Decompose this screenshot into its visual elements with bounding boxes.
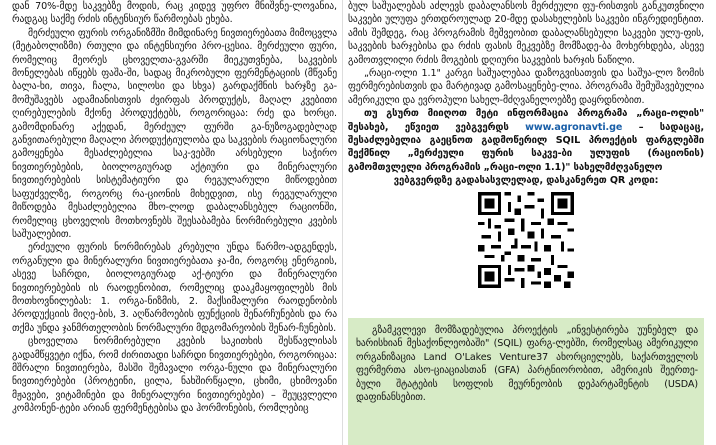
right-paragraph-2: „რაცი-ოლი 1.1" კარგი საშუალებაა დაზოგვისათვის და საშუა-ლო ზომის ფერმერებისთვის და მარტივად გამოსაყენებე-ლია. პროგრამა შემუშავებულია ამერიკული და ევროპული სახელ-მძღვანელოებზე დაყრდნობით.: [348, 68, 704, 106]
sponsor-note-text: გზამკვლევი მომზადებულია პროექტის „ინვესტირება უუნებელ და ხარისხიან მესაქონლეობაში" (SQIL) ფარგ-ლებში, რომელსაც ამერიკული ორგანიზაცია Land O'Lakes Venture37 ახორციელებს, საქართველოს ფერმერთა ასო-ციაციასთან (GFA) პარტნიორობით, ამერიკის შეერთე-ბული შტატების სოფლის მეურნეობის დეპარტამენტის (USDA) დაფინანსებით.: [356, 325, 698, 404]
info-lead-text: თუ გსურთ მიიღოთ მეტი ინფორმაცია პროგრამა „რაცი-ოლის" შესახებ, ეწვიეთ ვებგვერდს: [348, 108, 704, 133]
right-paragraph-3: [348, 107, 704, 174]
left-paragraph-4: ცხოველთა ნორმირებული კვების საკითხის შესწავლისას გადამწყვეტი იქნა, რომ ძირითადი საჩრდი ნივთიერებები, როგორიცაა: მშრალი ნივთიერება, მასში შემავალი ორგა-ნული და მინერალური ნივთიერებები (პროტეინი, ცილა, ნახშირწყალი, ცხიმი, ცხიმოვანი მჟავები, ვიტამინები და მინერალური ნივთიერებები) – შეუცვლელი კომპონენ-ტები არიან ფერმენტებისა და ჰორმონების, რომლებიც: [12, 336, 337, 415]
left-paragraph-3: ერძეული ფურის ნორმირებას კრებული უნდა წარმო-ადგენდეს, ორგანული და მინერალური ნივთიერებათა ჯა-მი, როგორც ენერგიის, ასევე საჩრდი, ბიოლოგიურად აქ-ტიური და მინერალური ნივთიერებების ის რაოდენობით, რომელიც დააკმაყოფილებს მის მოთხოვნილებას: 1. ორგა-ნიზმის, 2. მაქსიმალური რაოდენობის პროდუქციის მიღე-ბის, 3. აღწარმოების ფუნქციის შენარჩუნების და რა თქმა უნდა ჯანმრთელობის ნორმალური მდგომარეობის შენარ-ჩუნების.: [12, 242, 337, 334]
right-paragraph-1: ბულ საშუალებას აძლევს დაბალანსოს მერძეული ფუ-რისთვის განკუთვნილი საკვები ულუფა ერთდროულად 20-მდე დასახელების საკვები ინგრედიენტით. ამის შემდეგ, რაც პროგრამის მეშვეობით დაბალანსებული საკვები ულუ-ფის, საკვების ხარჯებისა და რძის ფასის მეკვებზე მომზადე-ბა მოხერხდება, ასევე გამოთვლილი რძის მოგების დღიური საკვების ხარჯის ნაწილი.: [348, 1, 704, 66]
sponsor-note-text-wrap: [348, 324, 704, 404]
left-paragraph-1: დან 70%-მდე საკვებზე მოდის, რაც კიდევ უფრო მნიშვნე-ლოვანია, რადგაც საქმე რძის ინტენსიურ წარმოებას ეხება.: [12, 1, 337, 26]
qr-instruction: ვებგვერდზე გადასასვლელად, დასკანერეთ QR კოდი:: [393, 175, 659, 187]
website-link[interactable]: www.agronavti.ge: [525, 121, 623, 133]
left-paragraph-2: მერძეული ფურის ორგანიზმში მიმდინარე ნივთიერებათა მიმოცვლა (მეტაბოლიზმი) რთული და ინტენსიური პრო-ცესია. მერძეული ფური, რომელიც მეორეს ცხოველთა-გვარში მიეკუთვნება, საკვების მონელებას იწყებს ფაშა-ში, სადაც მიკრობული ფერმენტაციის (მწვანე ბალა-ხი, თივა, ჩალა, სილოსი და სხვა) გარდაქმნის ხარჯზე გა-მომუშავებს ადამიანისთვის ძვირფას პროდუქტს, მაღალ კვებითი ღირებულების მქონე პროდუქტებს, როგორიცაა: რძე და ხორცი. გამომდინარე აქედან, მერძეულ ფურში გა-ნუზოგადებლად განვითარებული მაღალი პროდუქტიულობა და საკვების რაციონალური გამოყენება მესაძლებელია საკ-ვებში არსებული საჭირო ნივთიერებების, ბიოლოგიურად აქტიური და მინერალური ნივთიერებების სისტემატიური და რეგულარული მიწოდებით საფუძველზე, როგორც რა-ციონის მიხედვით, ისე რეგულარული მიწოდება მესაძლებელია მხო-ლოდ დაბალანსებულ რაციონში, რომელიც ცხოველის მოთხოვნებს შეესაბამება ნორმირებული კვების საშუალებით.: [12, 27, 337, 240]
sponsor-note-box: [348, 318, 704, 445]
column-divider: [342, 0, 343, 445]
info-rest-text: – სადაცაც, შესაძლებელია გაეცნოთ გადმოწერილ SQIL პროექტის ფარგლებში შექმნილ „მერძეული ფურის საკვე-ბი ულუფის (რაციონის) გამომთვლელი პროგრამის „რაცი-ოლი 1.1)" სახელმძღვანელო: [348, 121, 704, 173]
left-column: [12, 0, 337, 445]
qr-code-icon[interactable]: [478, 192, 574, 288]
